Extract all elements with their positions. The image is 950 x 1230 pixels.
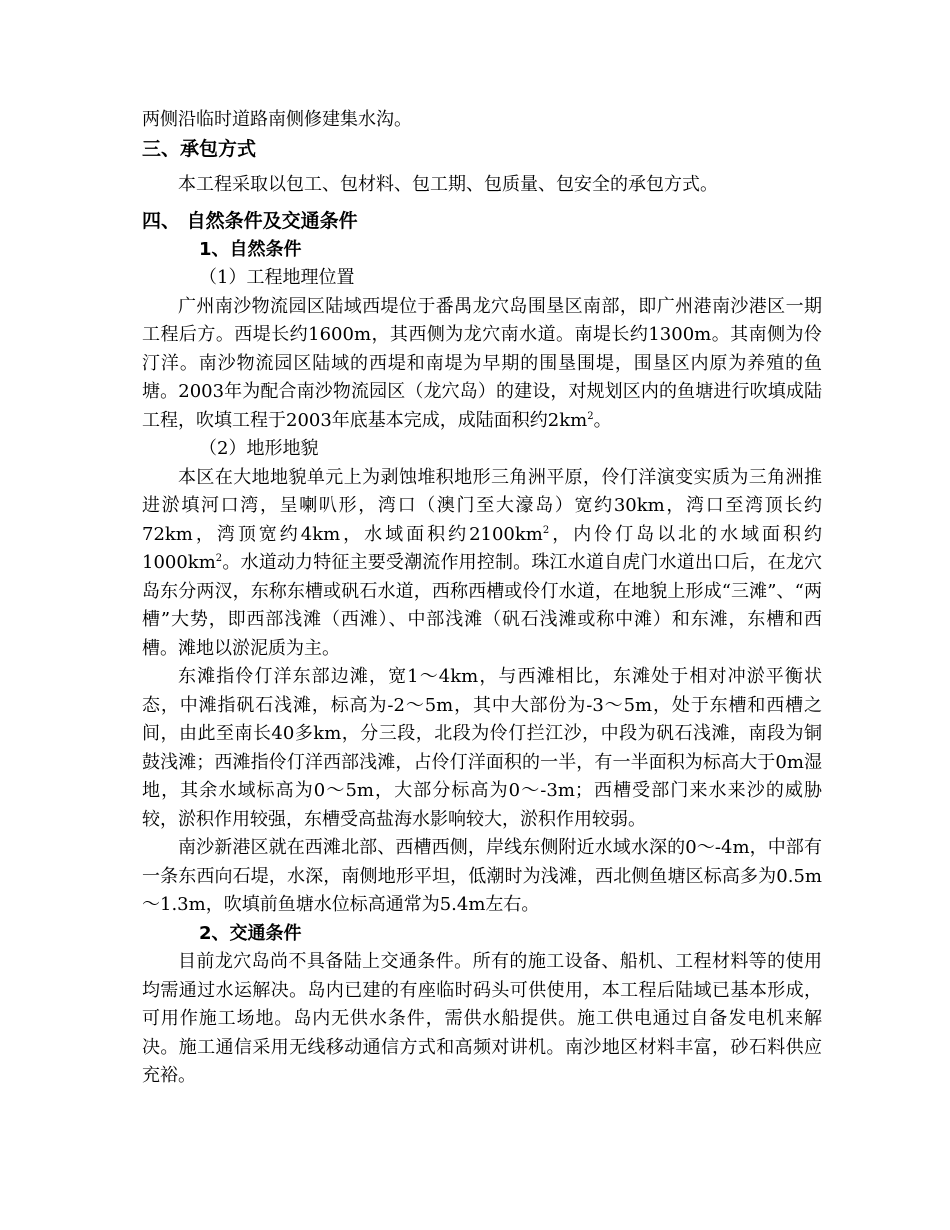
subsection-1-heading: 1、自然条件 bbox=[199, 238, 302, 260]
superscript: 2 bbox=[215, 553, 223, 564]
section-3-text: 本工程采取以包工、包材料、包工期、包质量、包安全的承包方式。 bbox=[178, 174, 718, 195]
superscript: 2 bbox=[587, 410, 594, 422]
text-part: ，内伶仃岛以北的水域面积约1000km bbox=[142, 523, 822, 573]
text-part: 。 bbox=[593, 409, 612, 431]
continuation-text: 两侧沿临时道路南侧修建集水沟。 bbox=[142, 109, 412, 130]
document-page bbox=[142, 106, 822, 1091]
subsection-1-1-heading: （1）工程地理位置 bbox=[199, 267, 355, 288]
superscript: 2 bbox=[542, 524, 550, 536]
subsection-1-2-paragraph-1 bbox=[142, 464, 822, 664]
subsection-1-1-text bbox=[142, 293, 822, 436]
section-3-heading: 三、承包方式 bbox=[142, 137, 257, 160]
subsection-2-heading: 2、交通条件 bbox=[199, 922, 302, 944]
text-part: 。水道动力特征主要受潮流作用控制。珠江水道自虎门水道出口后，在龙穴岛东分两汊，东称东槽或矾石水道，西称西槽或伶仃水道，在地貌上形成“三滩”、“两槽”大势，即西部浅滩（西滩）、中部浅滩（矾石浅滩或称中滩）和东滩，东槽和西槽。滩地以淤泥质为主。 bbox=[142, 552, 822, 659]
text-part: 本区在大地地貌单元上为剥蚀堆积地形三角洲平原，伶仃洋演变实质为三角洲推进淤填河口湾，呈喇叭形，湾口（澳门至大濠岛）宽约30km，湾口至湾顶长约72km，湾顶宽约4km，水域面积约2100km bbox=[142, 466, 822, 545]
subsection-2-text: 目前龙穴岛尚不具备陆上交通条件。所有的施工设备、船机、工程材料等的使用均需通过水运解决。岛内已建的有座临时码头可供使用，本工程后陆域已基本形成，可用作施工场地。岛内无供水条件，需供水船提供。施工供电通过自备发电机来解决。施工通信采用无线移动通信方式和高频对讲机。南沙地区材料丰富，砂石料供应充裕。 bbox=[142, 951, 822, 1086]
section-4-heading: 四、 自然条件及交通条件 bbox=[142, 210, 358, 232]
subsection-1-2-heading: （2）地形地貌 bbox=[199, 438, 319, 459]
subsection-1-2-paragraph-3: 南沙新港区就在西滩北部、西槽西侧，岸线东侧附近水域水深的0～-4m，中部有一条东西向石堤，水深，南侧地形平坦，低潮时为浅滩，西北侧鱼塘区标高多为0.5m～1.3m，吹填前鱼塘水位标高通常为5.4m左右。 bbox=[142, 837, 822, 915]
subsection-1-2-paragraph-2: 东滩指伶仃洋东部边滩，宽1～4km，与西滩相比，东滩处于相对冲淤平衡状态，中滩指矾石浅滩，标高为-2～5m，其中大部份为-3～5m，处于东槽和西槽之间，由此至南长40多km，分三段，北段为伶仃拦江沙，中段为矾石浅滩，南段为铜鼓浅滩；西滩指伶仃洋西部浅滩，占伶仃洋面积的一半，有一半面积为标高大于0m湿地，其余水域标高为0～5m，大部分标高为0～-3m；西槽受部门来水来沙的威胁较，淤积作用较强，东槽受高盐海水影响较大，淤积作用较弱。 bbox=[142, 666, 822, 830]
text-part: 广州南沙物流园区陆域西堤位于番禺龙穴岛围垦区南部，即广州港南沙港区一期工程后方。西堤长约1600m，其西侧为龙穴南水道。南堤长约1300m。其南侧为伶汀洋。南沙物流园区陆域的西堤和南堤为早期的围垦围堤，围垦区内原为养殖的鱼塘。2003年为配合南沙物流园区（龙穴岛）的建设，对规划区内的鱼塘进行吹填成陆工程，吹填工程于2003年底基本完成，成陆面积约2km bbox=[142, 295, 822, 431]
